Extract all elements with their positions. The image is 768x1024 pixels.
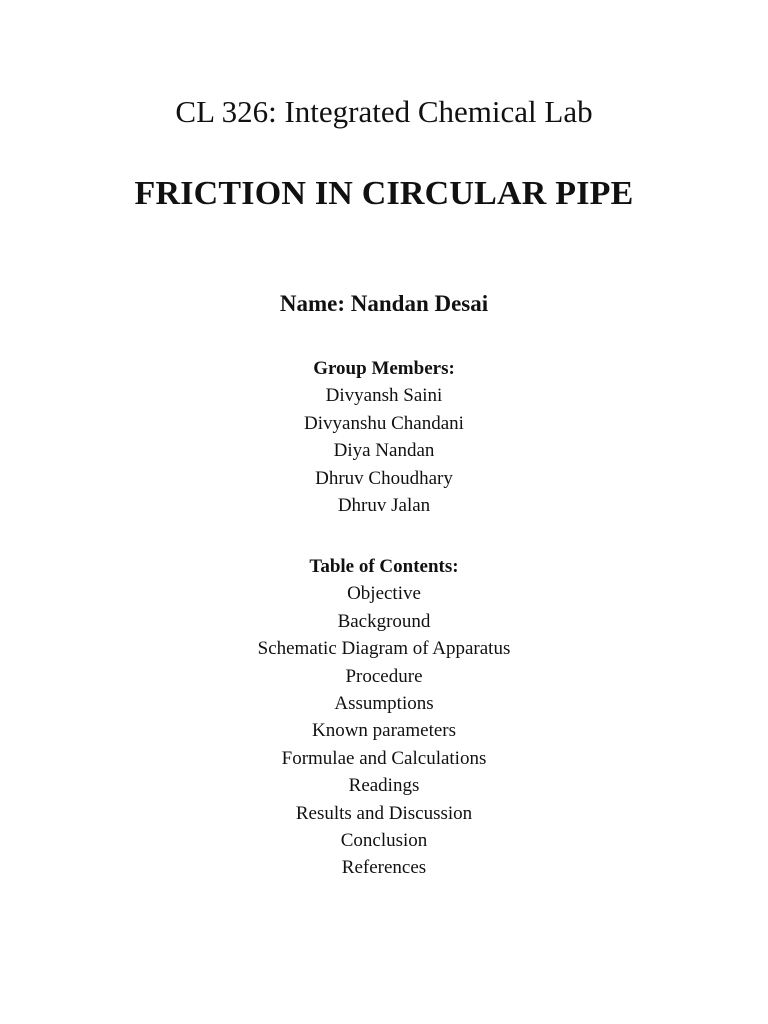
table-of-contents-section xyxy=(0,553,768,882)
toc-item: Schematic Diagram of Apparatus xyxy=(257,638,511,660)
toc-item: Readings xyxy=(348,775,420,797)
author-name: Name: Nandan Desai xyxy=(279,291,489,316)
toc-item: References xyxy=(341,857,427,879)
toc-item: Formulae and Calculations xyxy=(281,747,487,769)
group-members-heading: Group Members: xyxy=(313,358,455,379)
group-members-list xyxy=(0,382,768,519)
toc-item: Background xyxy=(337,610,431,632)
table-of-contents-heading: Table of Contents: xyxy=(309,556,459,577)
course-title: CL 326: Integrated Chemical Lab xyxy=(175,94,593,129)
toc-item: Conclusion xyxy=(340,829,428,851)
toc-item: Objective xyxy=(347,583,421,605)
toc-item: Assumptions xyxy=(334,692,434,714)
group-member: Dhruv Jalan xyxy=(337,494,431,516)
document-title: FRICTION IN CIRCULAR PIPE xyxy=(134,175,634,212)
group-member: Divyansh Saini xyxy=(325,385,443,407)
group-member: Divyanshu Chandani xyxy=(304,412,464,434)
group-member: Diya Nandan xyxy=(333,440,435,462)
toc-item: Results and Discussion xyxy=(295,802,473,824)
table-of-contents-list xyxy=(0,580,768,881)
group-members-section xyxy=(0,355,768,519)
toc-item: Known parameters xyxy=(311,720,457,742)
group-member: Dhruv Choudhary xyxy=(315,467,453,489)
toc-item: Procedure xyxy=(345,665,423,687)
